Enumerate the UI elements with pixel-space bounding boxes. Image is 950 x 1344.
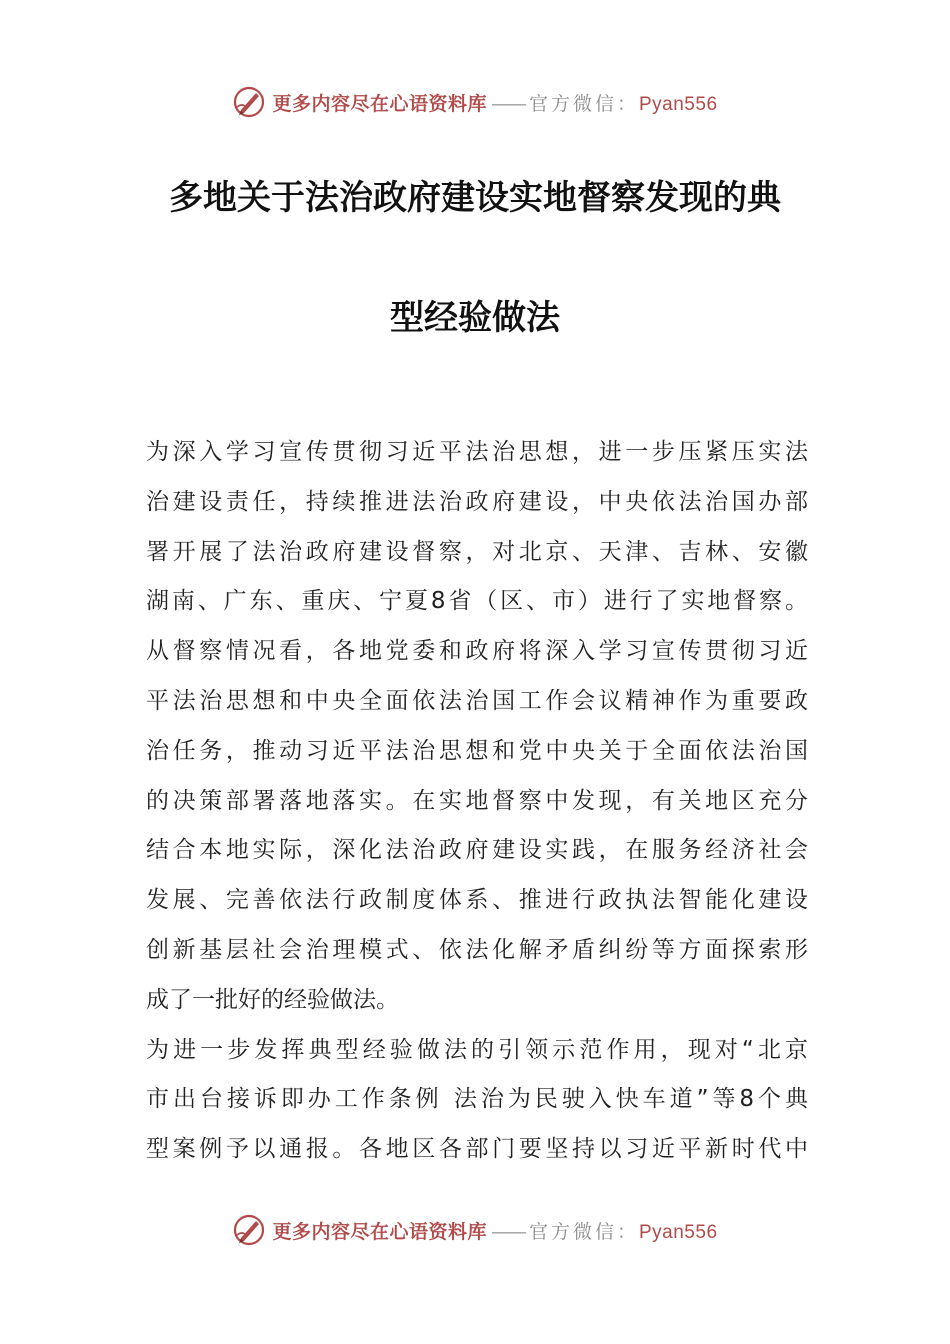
header-watermark-banner — [0, 82, 950, 122]
body-line: 成了一批好的经验做法。 — [146, 986, 399, 1013]
header-banner-contact-label: 官方微信： — [528, 92, 639, 115]
body-line: 型案例予以通报。各地区各部门要坚持以习近平新时代中 — [146, 1136, 808, 1163]
body-line: 创新基层社会治理模式、依法化解矛盾纠纷等方面探索形 — [146, 936, 808, 963]
document-title-line-2: 型经验做法 — [390, 298, 560, 338]
document-body — [146, 428, 808, 1175]
body-line: 结合本地实际，深化法治政府建设实践，在服务经济社会 — [146, 837, 808, 864]
header-banner-separator: —— — [490, 92, 525, 115]
footer-banner-text — [272, 1217, 717, 1244]
body-line: 从督察情况看，各地党委和政府将深入学习宣传贯彻习近 — [146, 638, 808, 665]
body-line: 平法治思想和中央全面依法治国工作会议精神作为重要政 — [146, 687, 808, 714]
footer-watermark-banner — [0, 1210, 950, 1250]
header-banner-contact-id: Pyan556 — [639, 93, 718, 115]
header-banner-content — [232, 85, 717, 119]
body-line: 为进一步发挥典型经验做法的引领示范作用，现对“北京 — [146, 1036, 808, 1063]
body-line: 为深入学习宣传贯彻习近平法治思想，进一步压紧压实法 — [146, 439, 808, 465]
body-line: 市出台接诉即办工作条例 法治为民驶入快车道”等8个典 — [146, 1086, 808, 1113]
body-line: 湖南、广东、重庆、宁夏8省（区、市）进行了实地督察。 — [146, 588, 808, 615]
body-line: 发展、完善依法行政制度体系、推进行政执法智能化建设 — [146, 887, 808, 914]
body-line: 署开展了法治政府建设督察，对北京、天津、吉林、安徽 — [146, 538, 808, 565]
footer-banner-content — [232, 1213, 717, 1247]
pen-logo-icon — [232, 85, 266, 119]
footer-banner-contact-label: 官方微信： — [528, 1220, 639, 1243]
header-banner-slogan: 更多内容尽在心语资料库 — [272, 92, 487, 115]
footer-banner-slogan: 更多内容尽在心语资料库 — [272, 1220, 487, 1243]
body-line: 治任务，推动习近平法治思想和党中央关于全面依法治国 — [146, 737, 808, 764]
pen-logo-icon — [232, 1213, 266, 1247]
document-title-line-1: 多地关于法治政府建设实地督察发现的典 — [169, 178, 781, 218]
footer-banner-separator: —— — [490, 1220, 525, 1243]
footer-banner-contact-id: Pyan556 — [639, 1221, 718, 1243]
header-banner-text — [272, 89, 717, 116]
body-line: 治建设责任，持续推进法治政府建设，中央依法治国办部 — [146, 488, 808, 515]
body-line: 的决策部署落地落实。在实地督察中发现，有关地区充分 — [146, 787, 808, 814]
